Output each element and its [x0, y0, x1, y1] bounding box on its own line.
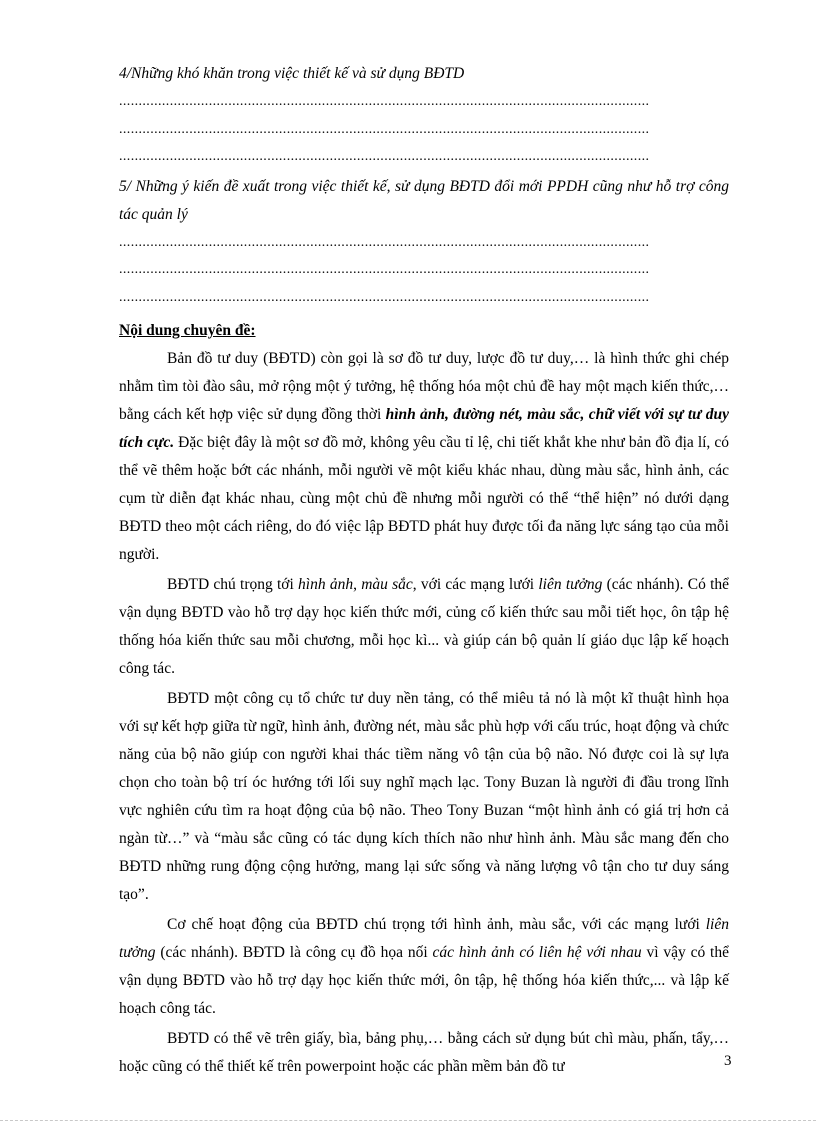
paragraph-1: [119, 345, 729, 569]
answer-line: ........................................................................................................................................: [119, 262, 650, 277]
paragraph-1-text-c: Đặc biệt đây là một sơ đồ mở, không yêu cầu tỉ lệ, chi tiết khắt khe như bản đồ địa lí, có thể vẽ thêm hoặc bớt các nhánh, mỗi người vẽ một kiểu khác nhau, dùng màu sắc, hình ảnh, các cụm từ diễn đạt khác nhau, cùng một chủ đề nhưng mỗi người có thể “thể hiện” nó dưới dạng BĐTD theo một cách riêng, do đó việc lập BĐTD phát huy được tối đa năng lực sáng tạo của mỗi người.: [119, 434, 729, 563]
paragraph-2-italic-b: hình ảnh: [298, 576, 354, 593]
paragraph-4-text-a: Cơ chế hoạt động của BĐTD chú trọng tới hình ảnh, màu sắc, với các mạng lưới: [167, 916, 706, 933]
paragraph-3: BĐTD một công cụ tổ chức tư duy nền tảng, có thể miêu tả nó là một kĩ thuật hình họa với sự kết hợp giữa từ ngữ, hình ảnh, đường nét, màu sắc phù hợp với cấu trúc, hoạt động và chức năng của bộ não giúp con người khai thác tiềm năng vô tận của bộ não. Nó được coi là sự lựa chọn cho toàn bộ trí óc hướng tới lối suy nghĩ mạch lạc. Tony Buzan là người đi đầu trong lĩnh vực nghiên cứu tìm ra hoạt động của bộ não. Theo Tony Buzan “một hình ảnh có giá trị hơn cả ngàn từ…” và “màu sắc cũng có tác dụng kích thích não như hình ảnh. Màu sắc mang đến cho BĐTD những rung động cộng hưởng, mang lại sức sống và năng lượng vô tận cho tư duy sáng tạo”.: [119, 690, 729, 903]
page-number: 3: [724, 1053, 732, 1069]
question-5-title: 5/ Những ý kiến đề xuất trong việc thiết kế, sử dụng BĐTD đổi mới PPDH cũng như hỗ trợ công tác quản lý: [119, 177, 729, 223]
paragraph-4-italic-b: liên tưởng: [119, 916, 729, 961]
paragraph-2-italic-f: liên tưởng: [538, 576, 603, 593]
paragraph-2-text-e: , với các mạng lưới: [412, 576, 539, 593]
paragraph-1-text-a: Bản đồ tư duy (BĐTD) còn gọi là sơ đồ tư duy, lược đồ tư duy,… là hình thức ghi chép nhằm tìm tòi đào sâu, mở rộng một ý tưởng, hệ thống hóa một chủ đề hay một mạch kiến thức,… bằng cách kết hợp việc sử dụng đồng thời: [119, 350, 729, 423]
page-bottom-divider: [0, 1120, 816, 1121]
answer-line: ........................................................................................................................................: [119, 149, 650, 164]
answer-line: ........................................................................................................................................: [119, 289, 650, 305]
paragraph-2-italic-d: màu sắc: [361, 576, 413, 593]
question-4-title: 4/Những khó khăn trong việc thiết kế và sử dụng BĐTD: [119, 65, 465, 82]
answer-line: ........................................................................................................................................: [119, 94, 650, 109]
paragraph-4-text-c: (các nhánh). BĐTD là công cụ đồ họa nối: [155, 944, 433, 961]
section-heading: Nội dung chuyên đề:: [119, 322, 256, 339]
paragraph-4-italic-d: các hình ảnh có liên hệ với nhau: [432, 944, 642, 961]
paragraph-5: BĐTD có thể vẽ trên giấy, bìa, bảng phụ,… bằng cách sử dụng bút chì màu, phấn, tẩy,… hoặc cũng có thể thiết kế trên powerpoint hoặc các phần mềm bản đồ tư: [119, 1030, 729, 1075]
paragraph-2: [119, 571, 729, 683]
page-content: [119, 60, 729, 1083]
paragraph-2-text-c: ,: [353, 576, 362, 593]
paragraph-2-text-a: BĐTD chú trọng tới: [167, 576, 299, 593]
answer-line: ........................................................................................................................................: [119, 234, 650, 250]
paragraph-4-text-e: vì vậy có thể vận dụng BĐTD vào hỗ trợ dạy học kiến thức mới, ôn tập, hệ thống hóa kiến thức,... và lập kế hoạch công tác.: [119, 944, 729, 1017]
paragraph-4: [119, 911, 729, 1023]
paragraph-2-text-g: (các nhánh). Có thể vận dụng BĐTD vào hỗ trợ dạy học kiến thức mới, củng cố kiến thức sau mỗi tiết học, ôn tập hệ thống hóa kiến thức sau mỗi chương, mỗi học kì... và giúp cán bộ quản lí giáo dục lập kế hoạch công tác.: [119, 576, 730, 677]
answer-line: ........................................................................................................................................: [119, 121, 650, 137]
paragraph-1-emphasis: hình ảnh, đường nét, màu sắc, chữ viết với sự tư duy tích cực.: [119, 406, 729, 451]
